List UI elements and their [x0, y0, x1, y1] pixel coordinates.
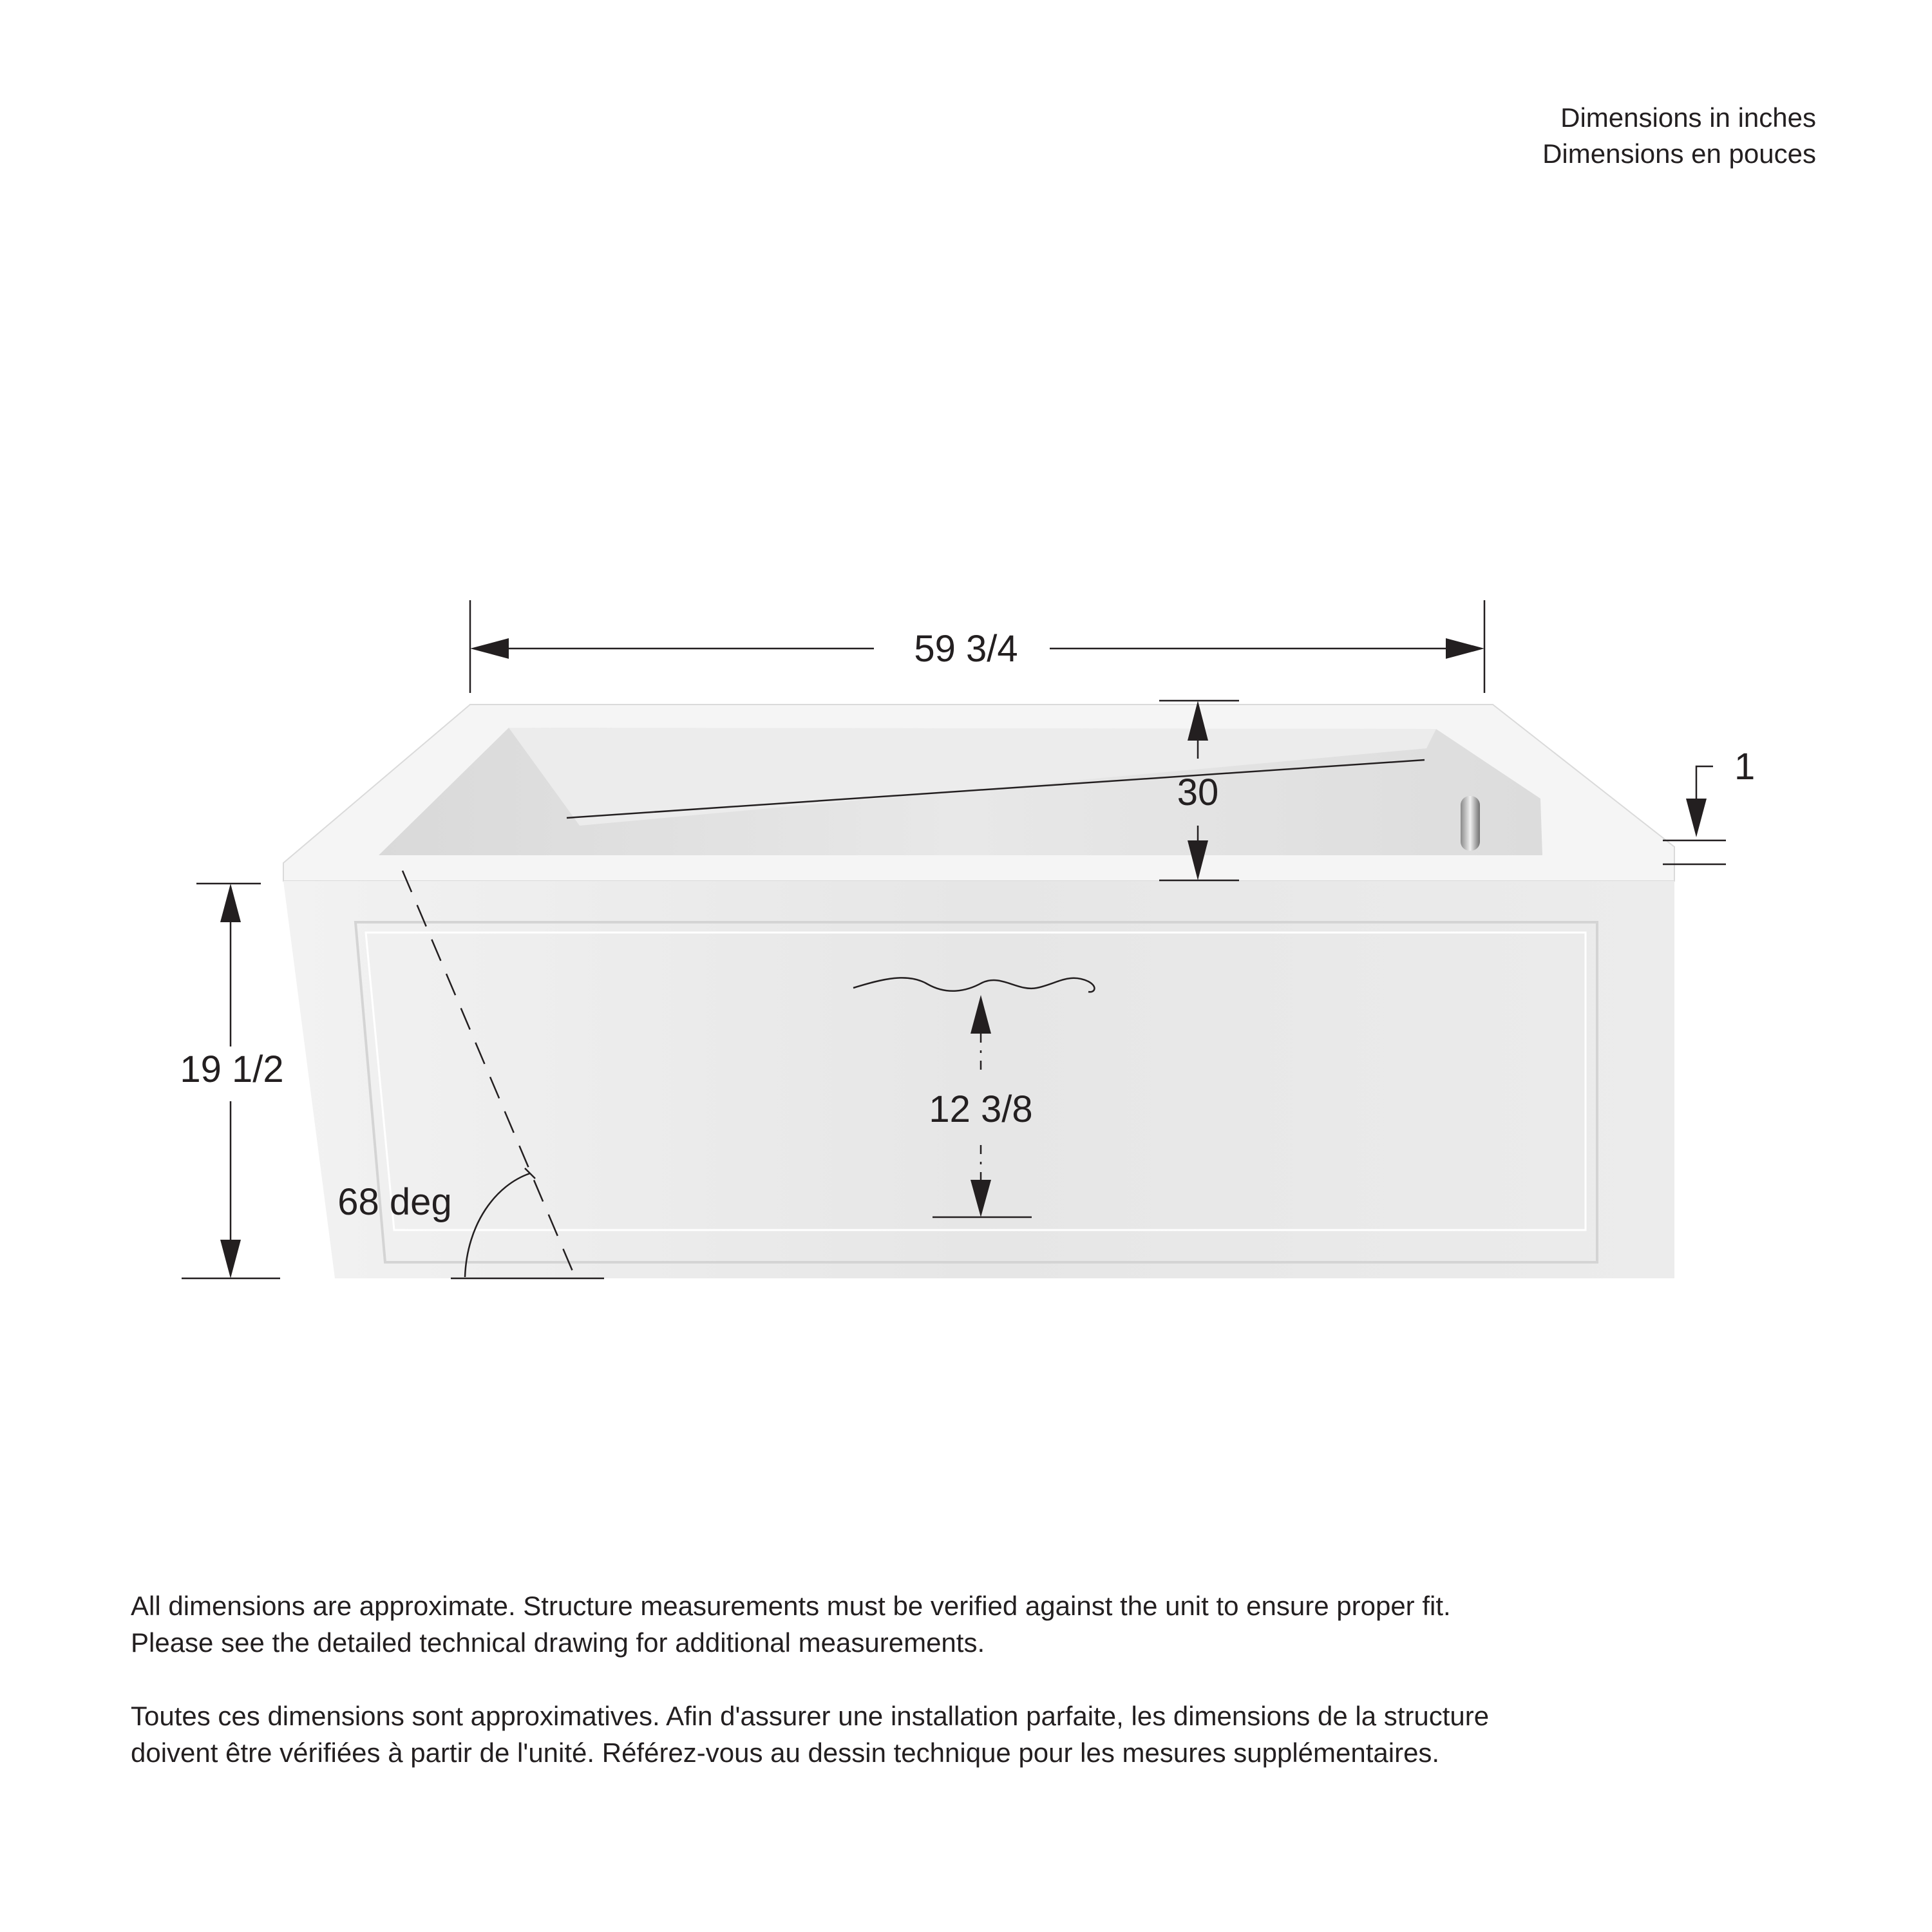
dimension-flange [1663, 746, 1755, 864]
units-french: Dimensions en pouces [1542, 138, 1816, 169]
angle-label: 68 deg [337, 1181, 452, 1223]
length-label: 59 3/4 [914, 628, 1018, 670]
width-label: 30 [1177, 772, 1219, 813]
disclaimer-notes [131, 1587, 1515, 1808]
disclaimer-english: All dimensions are approximate. Structure measurements must be verified against the unit to ensure proper fit. Please see the detailed technical drawing for additional measurements. [131, 1591, 1451, 1658]
overflow-drain [1461, 796, 1480, 851]
dimension-length [470, 600, 1484, 693]
height-label: 19 1/2 [180, 1048, 284, 1090]
dimension-height [180, 884, 283, 1278]
units-english: Dimensions in inches [1560, 102, 1816, 133]
disclaimer-french: Toutes ces dimensions sont approximatives. Afin d'assurer une installation parfaite, les dimensions de la structure doivent être vérifiées à partir de l'unité. Référez-vous au dessin technique pour les mesures supplémentaires. [131, 1701, 1490, 1768]
flange-label: 1 [1734, 746, 1756, 788]
water-depth-label: 12 3/8 [929, 1088, 1033, 1130]
